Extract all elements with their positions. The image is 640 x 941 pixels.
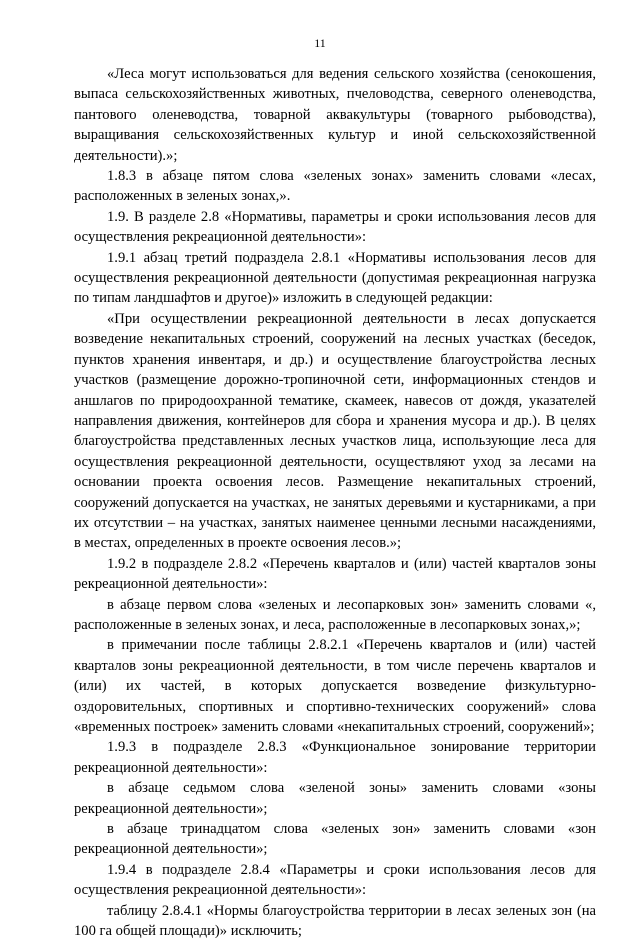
paragraph: таблицу 2.8.4.1 «Нормы благоустройства территории в лесах зеленых зон (на 100 га общей площади)» исключить;: [74, 902, 596, 940]
paragraph: «При осуществлении рекреационной деятельности в лесах допускается возведение некапитальных строений, сооружений на лесных участках (беседок, пунктов хранения инвентаря, и др.) и осуществление благоустройства лесных участков (размещение дорожно-тропиночной сети, информационных стендов и аншлагов по природоохранной тематике, скамеек, навесов от дождя, указателей направления движения, контейнеров для сбора и хранения мусора и др.). В целях благоустройства представленных лесных участков лица, использующие леса для осуществления рекреационной деятельности, осуществляют уход за лесами на основании проекта освоения лесов. Размещение некапитальных строений, сооружений допускается на участках, не занятых деревьями и кустарниками, а при их отсутствии – на участках, занятых наименее ценными лесными насаждениями, в местах, определенных в проекте освоения лесов.»;: [74, 310, 596, 552]
paragraph: 1.9. В разделе 2.8 «Нормативы, параметры и сроки использования лесов для осуществления рекреационной деятельности»:: [74, 208, 596, 246]
document-body: [74, 64, 596, 941]
paragraph: 1.9.4 в подразделе 2.8.4 «Параметры и сроки использования лесов для осуществления рекреационной деятельности»:: [74, 861, 596, 899]
paragraph: в абзаце тринадцатом слова «зеленых зон» заменить словами «зон рекреационной деятельности»;: [74, 821, 596, 858]
paragraph: в абзаце первом слова «зеленых и лесопарковых зон» заменить словами «, расположенные в зеленых зонах, и леса, расположенные в лесопарковых зонах,»;: [74, 596, 596, 633]
paragraph: «Леса могут использоваться для ведения сельского хозяйства (сенокошения, выпаса сельскохозяйственных животных, пчеловодства, северного оленеводства, пантового оленеводства, товарной аквакультуры (товарного рыбоводства), выращивания сельскохозяйственных культур и иной сельскохозяйственной деятельности).»;: [74, 66, 596, 164]
paragraph: 1.9.2 в подразделе 2.8.2 «Перечень кварталов и (или) частей кварталов зоны рекреационной деятельности»:: [74, 555, 596, 593]
paragraph: 1.8.3 в абзаце пятом слова «зеленых зонах» заменить словами «лесах, расположенных в зеленых зонах,».: [74, 168, 596, 205]
paragraph: в примечании после таблицы 2.8.2.1 «Перечень кварталов и (или) частей кварталов зоны рекреационной деятельности, в том числе перечень кварталов и (или) их частей, в которых допускается возведение физкультурно-оздоровительных, спортивных и спортивно-технических сооружений» слова «временных построек» заменить словами «некапитальных строений, сооружений»;: [74, 637, 596, 735]
paragraph: 1.9.3 в подразделе 2.8.3 «Функциональное зонирование территории рекреационной деятельности»:: [74, 739, 596, 776]
page-number: 11: [314, 36, 326, 50]
paragraph: 1.9.1 абзац третий подраздела 2.8.1 «Нормативы использования лесов для осуществления рекреационной деятельности (допустимая рекреационная нагрузка по типам ландшафтов и другое)» изложить в следующей редакции:: [74, 249, 596, 307]
paragraph: в абзаце седьмом слова «зеленой зоны» заменить словами «зоны рекреационной деятельности»;: [74, 780, 596, 817]
